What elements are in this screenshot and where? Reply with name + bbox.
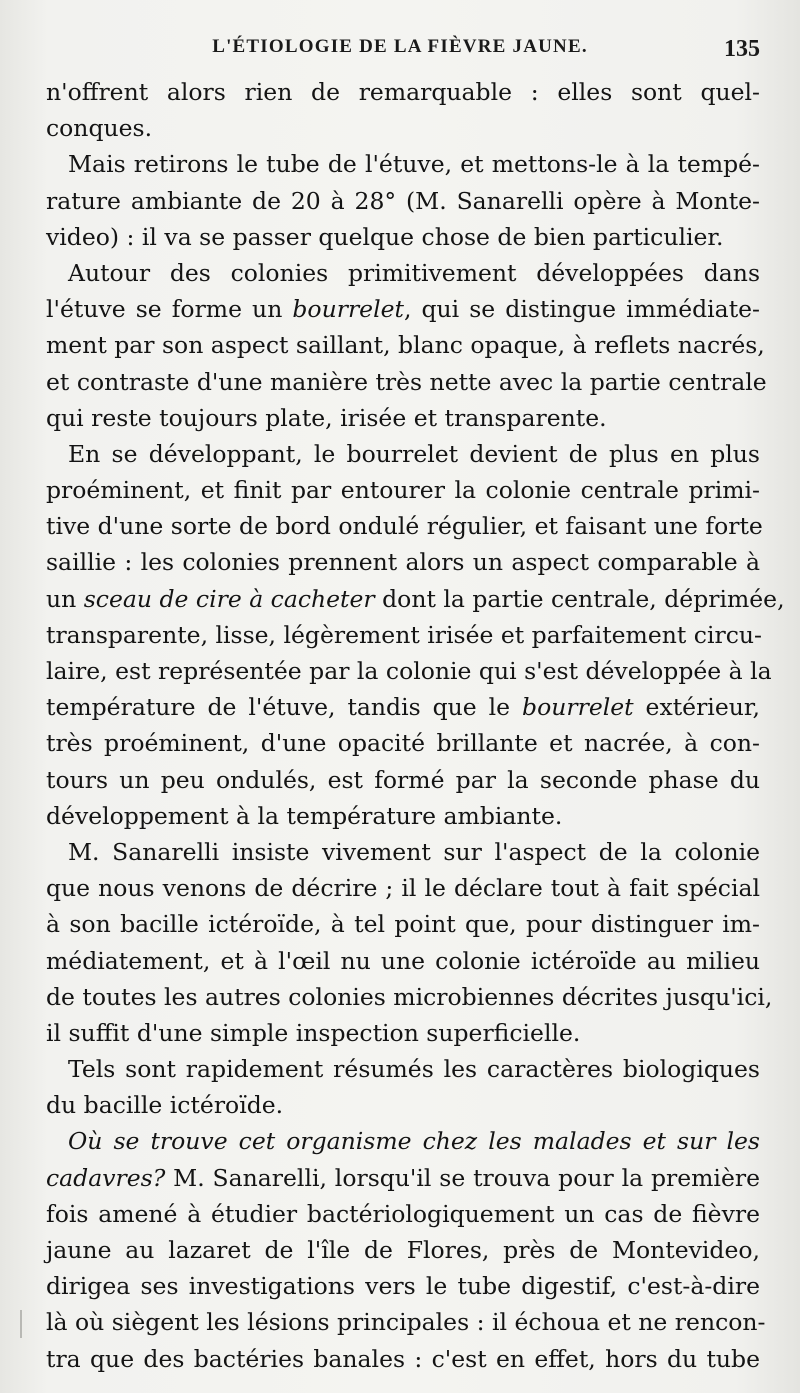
- text-segment: température de l'étuve, tandis que le: [46, 693, 523, 722]
- text-line: conques.: [46, 114, 153, 143]
- text-line: ment par son aspect saillant, blanc opaque, à reflets nacrés,: [46, 331, 765, 360]
- text-line: proéminent, et finit par entourer la colonie centrale primi-: [46, 476, 760, 505]
- page-number: 135: [724, 36, 760, 62]
- paragraph-first-line: Autour des colonies primitivement développées dans: [68, 258, 760, 287]
- text-line: jaune au lazaret de l'île de Flores, près de Montevideo,: [46, 1236, 760, 1264]
- text-line: de toutes les autres colonies microbiennes décrites jusqu'ici,: [46, 982, 773, 1011]
- text-segment: M. Sanarelli, lorsqu'il se trouva pour la première: [165, 1163, 760, 1192]
- text-segment: , qui se distingue immédiate-: [403, 295, 760, 324]
- text-line: dirigea ses investigations vers le tube digestif, c'est-à-dire: [46, 1272, 760, 1301]
- text-segment: extérieur,: [633, 693, 760, 722]
- text-line: [46, 689, 760, 725]
- italic-term: bourrelet: [522, 693, 634, 722]
- text-line: tours un peu ondulés, est formé par la seconde phase du: [46, 765, 760, 794]
- text-line: video) : il va se passer quelque chose de bien particulier.: [46, 222, 724, 251]
- text-line: que nous venons de décrire ; il le déclare tout à fait spécial: [46, 874, 760, 903]
- text-line: [46, 291, 760, 327]
- text-line: fois amené à étudier bactériologiquement un cas de fièvre: [46, 1199, 760, 1228]
- text-segment: un: [46, 584, 84, 613]
- text-line: laire, est représentée par la colonie qui s'est développée à la: [46, 657, 772, 685]
- text-line: à son bacille ictéroïde, à tel point que, pour distinguer im-: [46, 910, 760, 939]
- text-line: tive d'une sorte de bord ondulé régulier, et faisant une forte: [46, 512, 763, 541]
- running-title: L'ÉTIOLOGIE DE LA FIÈVRE JAUNE.: [212, 36, 588, 57]
- text-line: là où siègent les lésions principales : il échoua et ne rencon-: [46, 1308, 766, 1337]
- text-line: n'offrent alors rien de remarquable : elles sont quel-: [46, 78, 760, 106]
- text-line: très proéminent, d'une opacité brillante et nacrée, à con-: [46, 729, 760, 758]
- text-segment: dont la partie centrale, déprimée,: [374, 584, 785, 613]
- text-line: il suffit d'une simple inspection superficielle.: [46, 1018, 581, 1047]
- text-segment: l'étuve se forme un: [46, 295, 293, 324]
- text-line: transparente, lisse, légèrement irisée et parfaitement circu-: [46, 620, 762, 649]
- text-line: médiatement, et à l'œil nu une colonie ictéroïde au milieu: [46, 946, 760, 975]
- text-line: [46, 581, 785, 617]
- italic-term: sceau de cire à cacheter: [83, 584, 375, 613]
- body-text: [46, 74, 785, 1377]
- text-line: développement à la température ambiante.: [46, 801, 563, 830]
- paragraph-first-line: En se développant, le bourrelet devient de plus en plus: [68, 439, 760, 468]
- italic-question-end: cadavres?: [46, 1163, 166, 1192]
- italic-question-line: Où se trouve cet organisme chez les malades et sur les: [68, 1127, 760, 1156]
- text-line: et contraste d'une manière très nette avec la partie centrale: [46, 367, 767, 396]
- paragraph-first-line: Mais retirons le tube de l'étuve, et mettons-le à la tempé-: [68, 150, 760, 179]
- margin-mark: [20, 1310, 22, 1338]
- italic-term: bourrelet: [292, 295, 404, 324]
- text-line: tra que des bactéries banales : c'est en effet, hors du tube: [46, 1344, 760, 1373]
- text-line: du bacille ictéroïde.: [46, 1091, 284, 1120]
- running-head: [40, 36, 760, 66]
- paragraph-first-line: Tels sont rapidement résumés les caractères biologiques: [68, 1055, 760, 1084]
- text-line: rature ambiante de 20 à 28° (M. Sanarelli opère à Monte-: [46, 186, 760, 215]
- text-line: qui reste toujours plate, irisée et transparente.: [46, 403, 607, 432]
- paragraph-first-line: M. Sanarelli insiste vivement sur l'aspect de la colonie: [68, 837, 760, 866]
- text-line: saillie : les colonies prennent alors un aspect comparable à: [46, 548, 760, 577]
- text-line: [46, 1160, 760, 1196]
